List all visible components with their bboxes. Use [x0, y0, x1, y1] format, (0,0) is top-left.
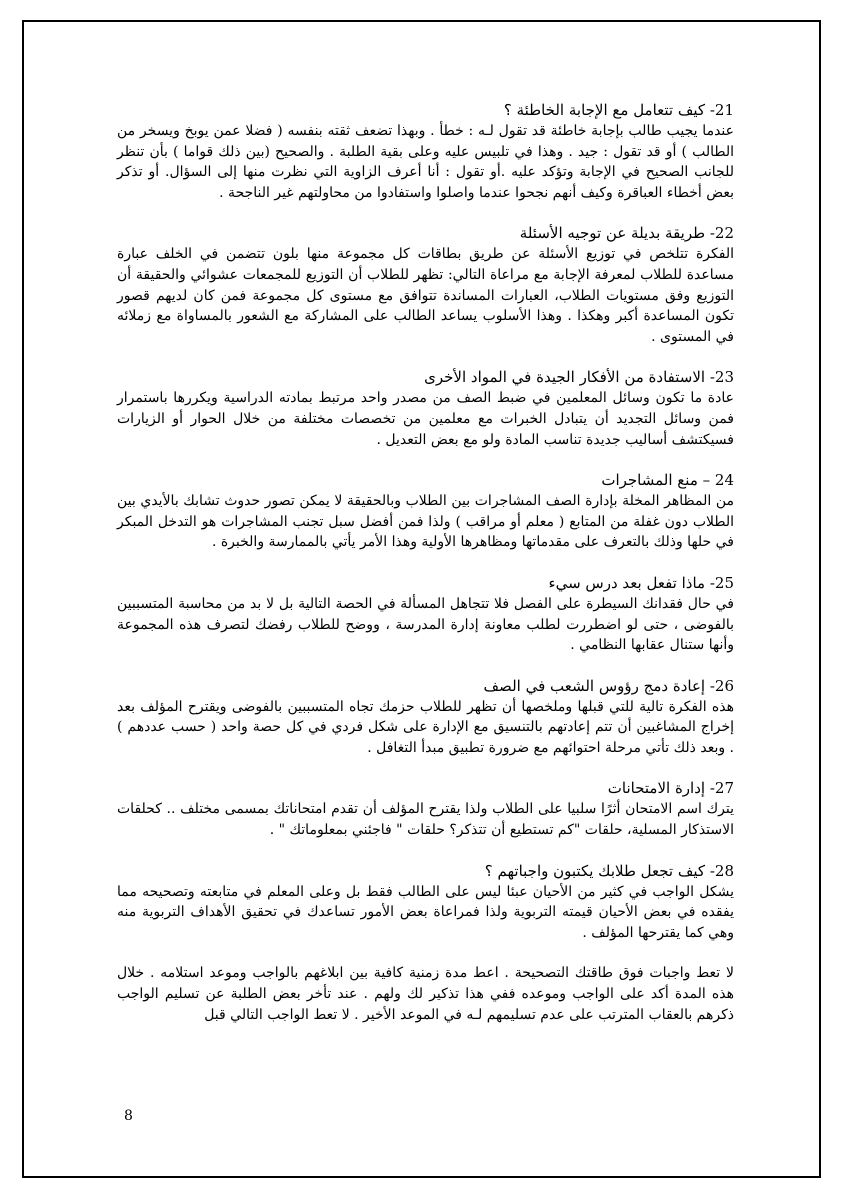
section-24 — [117, 470, 734, 553]
section-28 — [117, 861, 734, 944]
section-25 — [117, 573, 734, 656]
section-paragraph: يشكل الواجب في كثير من الأحيان عبئا ليس على الطالب فقط بل وعلى المعلم في متابعته وتصحيحه مما يفقده في بعض الأحيان قيمته التربوية ولذا فمراعاة بعض الأمور تساعدك في تحقيق الأهداف التربوية منه وهي كما يقترحها المؤلف . — [117, 883, 734, 941]
section-22 — [117, 223, 734, 347]
section-paragraph: في حال فقدانك السيطرة على الفصل فلا تتجاهل المسألة في الحصة التالية بل لا بد من محاسبة المتسببين بالفوضى ، حتى لو اضطررت لطلب معاونة إدارة المدرسة ، ووضح للطلاب رفضك لتصرف هذه المجموعة وأنها ستنال عقابها النظامي . — [117, 595, 734, 654]
section-23 — [117, 367, 734, 450]
section-paragraph: لا تعط واجبات فوق طاقتك التصحيحة . اعط مدة زمنية كافية بين ابلاغهم بالواجب وموعد استلامه . خلال هذه المدة أكد على الواجب وموعده ففي هذا تذكير لك ولهم . عند تأخر بعض الطلبة عن تسليم الواجب ذكرهم بالعقاب المترتب على عدم تسليمهم لـه في الموعد الأخير . لا تعط الواجب التالي قبل — [117, 965, 734, 1023]
section-heading: 25- ماذا تفعل بعد درس سيء — [548, 573, 734, 592]
section-heading: 23- الاستفادة من الأفكار الجيدة في المواد الأخرى — [424, 368, 734, 387]
section-heading: 21- كيف تتعامل مع الإجابة الخاطئة ؟ — [503, 101, 734, 119]
section-heading: 24 – منع المشاجرات — [601, 471, 734, 490]
section-paragraph: من المظاهر المخلة بإدارة الصف المشاجرات بين الطلاب وبالحقيقة لا يمكن تصور حدوث تشابك بالأيدي بين الطلاب دون غفلة من المتابع ( معلم أو مراقب ) ولذا فمن أفضل سبل تجنب المشاجرات هو التدخل المبكر في حلها وذلك بالتعرف على مقدماتها ومظاهرها الأولية وهذا الأمر يأتي بالممارسة والخبرة . — [117, 493, 734, 551]
section-26 — [117, 676, 734, 759]
document-body — [117, 100, 734, 1045]
page-number: 8 — [124, 1108, 133, 1124]
section-heading: 28- كيف تجعل طلابك يكتبون واجباتهم ؟ — [484, 861, 734, 880]
section-homework-tips — [117, 963, 734, 1025]
section-paragraph: عندما يجيب طالب بإجابة خاطئة قد تقول لـه : خطأ . وبهذا تضعف ثقته بنفسه ( فضلا عمن يوبخ ويسخر من الطالب ) أو قد تقول : جيد . وهذا في تلبيس عليه وعلى بقية الطلبة . والصحيح (بين ذلك قواما ) بأن تنظر للجانب الصحيح في الإجابة وتؤكد عليه .أو تقول : أنا أعرف الزاوية التي نظرت منها إلى السؤال. أو تذكر بعض أخطاء العباقرة وكيف أنهم نجحوا عندما واصلوا واستفادوا من محاولتهم غير الناجحة . — [117, 123, 734, 201]
section-21 — [117, 100, 734, 203]
section-paragraph: يترك اسم الامتحان أثرًا سلبيا على الطلاب ولذا يقترح المؤلف أن تقدم امتحاناتك بمسمى مختلف .. كحلقات الاستذكار المسلية، حلقات "كم تستطيع أن تتذكر؟ حلقات " فاجئني بمعلوماتك " . — [117, 801, 734, 839]
section-paragraph: هذه الفكرة تالية للتي قبلها وملخصها أن تظهر للطلاب حزمك تجاه المتسببين بالفوضى ويقترح المؤلف بعد إخراج المشاغبين أن تتم إعادتهم بالتنسيق مع الإدارة على شكل فردي في كل حصة واحد ( حسب عددهم ) . وبعد ذلك تأتي مرحلة احتوائهم مع ضرورة تطبيق مبدأ التغافل . — [117, 698, 734, 756]
section-paragraph: الفكرة تتلخص في توزيع الأسئلة عن طريق بطاقات كل مجموعة منها بلون تتضمن في الخلف عبارة مساعدة للطلاب لمعرفة الإجابة مع مراعاة التالي: تظهر للطلاب أن التوزيع للمجمعات عشوائي والحقيقة أن التوزيع وفق مستويات الطلاب، العبارات المساندة تتوافق مع مستوى كل مجموعة فمن كان لديهم قصور تكون المساعدة أكبر وهكذا . وهذا الأسلوب يساعد الطالب على المشاركة مع الشعور بالمساواة مع زملائه في المستوى . — [117, 246, 734, 345]
section-paragraph: عادة ما تكون وسائل المعلمين في ضبط الصف من مصدر واحد مرتبط بمادته الدراسية ويكررها باستمرار فمن وسائل التجديد أن يتبادل الخبرات مع معلمين من تخصصات مختلفة من خلال الحوار أو الزيارات فسيكتشف أساليب جديدة تناسب المادة ولو مع بعض التعديل . — [117, 390, 734, 448]
section-heading: 22- طريقة بديلة عن توجيه الأسئلة — [519, 224, 734, 243]
section-27 — [117, 778, 734, 840]
section-heading: 26- إعادة دمج رؤوس الشعب في الصف — [483, 676, 734, 695]
section-heading: 27- إدارة الامتحانات — [607, 779, 734, 798]
